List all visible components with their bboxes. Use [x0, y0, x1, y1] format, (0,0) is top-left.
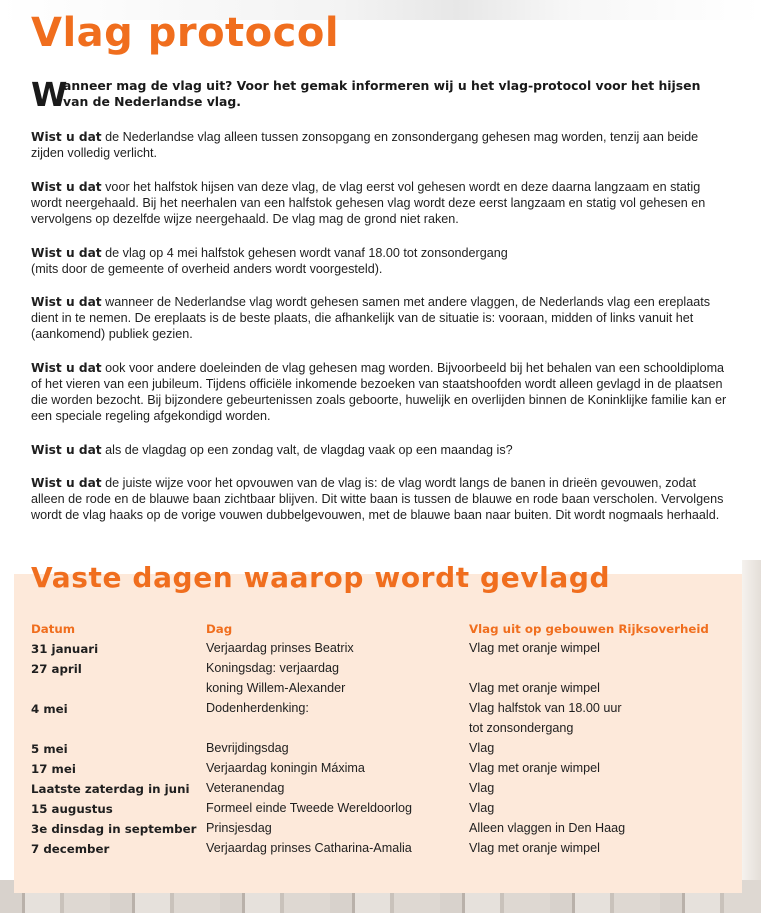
- lead-label: Wist u dat: [31, 295, 102, 309]
- row-day: Koningsdag: verjaardag: [206, 661, 340, 675]
- row-flag: Vlag met oranje wimpel: [469, 641, 600, 655]
- lead-label: Wist u dat: [31, 130, 102, 144]
- flag-days-title: Vaste dagen waarop wordt gevlagd: [31, 561, 611, 594]
- paragraph-5: [31, 360, 731, 424]
- paragraph-text: wanneer de Nederlandse vlag wordt gehesen samen met andere vlaggen, de Nederlands vlag een ereplaats dient in te nemen. De ereplaats is de beste plaats, die afhankelijk van de situatie is: vooraan, midden of links vanuit het (aankomend) publiek gezien.: [31, 295, 711, 341]
- paragraph-4: [31, 294, 731, 342]
- row-day: Dodenherdenking:: [206, 701, 309, 715]
- paragraph-6: [31, 442, 731, 458]
- page-title: Vlag protocol: [31, 10, 340, 56]
- paragraph-text: de Nederlandse vlag alleen tussen zonsopgang en zonsondergang gehesen mag worden, tenzij aan beide zijden volledig verlicht.: [31, 130, 699, 160]
- row-date: 3e dinsdag in september: [31, 822, 197, 836]
- intro-dropcap: W: [31, 75, 68, 114]
- header-vlag-uit: Vlag uit op gebouwen Rijksoverheid: [469, 622, 709, 636]
- row-date: 5 mei: [31, 742, 68, 756]
- row-flag: Vlag met oranje wimpel: [469, 761, 600, 775]
- row-flag: Alleen vlaggen in Den Haag: [469, 821, 626, 835]
- paragraph-text: ook voor andere doeleinden de vlag gehesen mag worden. Bijvoorbeeld bij het behalen van een schooldiploma of het vieren van een jubileum. Tijdens officiële inkomende bezoeken van staatshoofden wordt alleen gevlagd in de plaatsen die worden bezocht. Bij bijzondere gebeurtenissen zoals geboorte, huwelijk en overlijden binnen de Koninklijke familie kan er een speciale regeling afgekondigd worden.: [31, 361, 727, 423]
- row-day: Verjaardag koningin Máxima: [206, 761, 365, 775]
- row-flag: Vlag: [469, 781, 495, 795]
- row-day: Formeel einde Tweede Wereldoorlog: [206, 801, 413, 815]
- row-day: koning Willem-Alexander: [206, 681, 346, 695]
- row-flag: Vlag met oranje wimpel: [469, 841, 600, 855]
- row-flag: Vlag: [469, 741, 495, 755]
- intro-block: [31, 75, 721, 114]
- row-date: 31 januari: [31, 642, 99, 656]
- paragraph-text: de vlag op 4 mei halfstok gehesen wordt vanaf 18.00 tot zonsondergang (mits door de gemeente of overheid anders wordt voorgesteld).: [31, 246, 508, 276]
- row-flag: Vlag met oranje wimpel: [469, 681, 600, 695]
- row-day: Prinsjesdag: [206, 821, 272, 835]
- row-day: Verjaardag prinses Catharina-Amalia: [206, 841, 412, 855]
- row-date: 4 mei: [31, 702, 68, 716]
- row-flag: Vlag: [469, 801, 495, 815]
- paragraph-text: voor het halfstok hijsen van deze vlag, de vlag eerst vol gehesen wordt en deze daarna langzaam en statig wordt neergehaald. Bij het neerhalen van een halfstok gehesen vlag wordt deze eerst langzaam en statig vol gehesen en vervolgens op dezelfde wijze neergehaald. De vlag mag de grond niet raken.: [31, 180, 706, 226]
- lead-label: Wist u dat: [31, 246, 102, 260]
- intro-text: anneer mag de vlag uit? Voor het gemak informeren wij u het vlag-protocol voor het hijsen van de Nederlandse vlag.: [63, 78, 701, 109]
- row-day: Veteranendag: [206, 781, 285, 795]
- paragraph-text: de juiste wijze voor het opvouwen van de vlag is: de vlag wordt langs de banen in drieën gevouwen, zodat alleen de rode en de blauwe baan zichtbaar blijven. Dit witte baan is tussen de blauwe en rode baan verscholen. Vervolgens wordt de vlag haaks op de vorige vouwen dubbelgevouwen, met de blauwe baan naar buiten. Dit wordt nogmaals herhaald.: [31, 476, 724, 522]
- row-flag: Vlag halfstok van 18.00 uur: [469, 701, 622, 715]
- row-date: 7 december: [31, 842, 110, 856]
- row-day: Verjaardag prinses Beatrix: [206, 641, 354, 655]
- paragraph-7: [31, 475, 731, 523]
- header-datum: Datum: [31, 622, 76, 636]
- row-date: Laatste zaterdag in juni: [31, 782, 190, 796]
- row-flag: tot zonsondergang: [469, 721, 574, 735]
- paragraph-3: [31, 245, 731, 277]
- lead-label: Wist u dat: [31, 180, 102, 194]
- paragraph-2: [31, 179, 731, 227]
- row-date: 15 augustus: [31, 802, 113, 816]
- lead-label: Wist u dat: [31, 443, 102, 457]
- lead-label: Wist u dat: [31, 361, 102, 375]
- row-day: Bevrijdingsdag: [206, 741, 289, 755]
- header-dag: Dag: [206, 622, 233, 636]
- row-date: 27 april: [31, 662, 82, 676]
- paragraph-text: als de vlagdag op een zondag valt, de vlagdag vaak op een maandag is?: [101, 443, 513, 457]
- row-date: 17 mei: [31, 762, 76, 776]
- background-right-photo: [742, 560, 761, 890]
- lead-label: Wist u dat: [31, 476, 102, 490]
- paragraph-1: [31, 129, 731, 161]
